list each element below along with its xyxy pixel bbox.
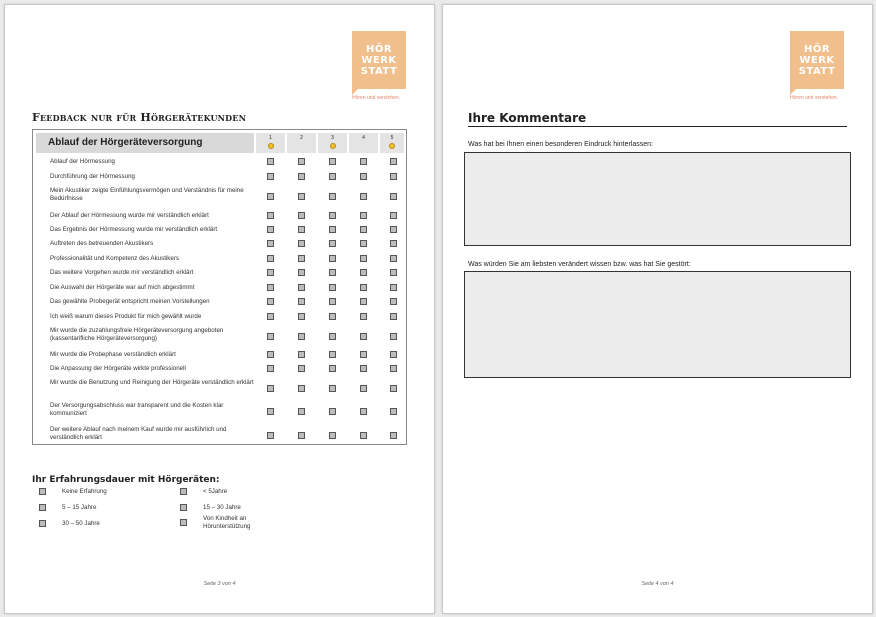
question-text: Mir wurde die Probephase verständlich erklärt (50, 351, 176, 358)
rating-checkbox-4[interactable] (360, 333, 367, 340)
rating-checkbox-5[interactable] (390, 212, 397, 219)
rating-checkbox-5[interactable] (390, 240, 397, 247)
rating-checkbox-5[interactable] (390, 284, 397, 291)
page-footer: Seite 4 von 4 (641, 581, 674, 587)
rating-checkbox-3[interactable] (329, 269, 336, 276)
page-4 (442, 4, 873, 614)
rating-checkbox-1[interactable] (267, 313, 274, 320)
rating-checkbox-4[interactable] (360, 193, 367, 200)
scale-label-1: 1 (269, 135, 272, 141)
rating-checkbox-3[interactable] (329, 313, 336, 320)
question-text: Mir wurde die zuzahlungsfreie Hörgeräteversorgung angeboten (kassentarifliche Hörgeräteversorgung) (50, 327, 224, 342)
rating-checkbox-4[interactable] (360, 269, 367, 276)
rating-checkbox-2[interactable] (298, 408, 305, 415)
question-text: Der Ablauf der Hörmessung wurde mir verständlich erklärt (50, 212, 209, 219)
question-text: Mir wurde die Benutzung und Reinigung der Hörgeräte verständlich erklärt (50, 379, 254, 386)
comment-answer-field-2[interactable] (464, 271, 851, 378)
rating-checkbox-1[interactable] (267, 333, 274, 340)
question-row (33, 284, 406, 294)
question-row (33, 226, 406, 236)
question-text: Das gewählte Probegerät entspricht meinen Vorstellungen (50, 298, 210, 305)
rating-checkbox-2[interactable] (298, 158, 305, 165)
rating-checkbox-4[interactable] (360, 385, 367, 392)
rating-checkbox-1[interactable] (267, 212, 274, 219)
rating-checkbox-4[interactable] (360, 158, 367, 165)
question-row (33, 426, 406, 446)
survey-table (32, 129, 407, 445)
rating-checkbox-3[interactable] (329, 193, 336, 200)
neutral-smiley-icon (330, 143, 336, 149)
scale-label-3: 3 (331, 135, 334, 141)
rating-checkbox-5[interactable] (390, 313, 397, 320)
question-text: Ich weiß warum dieses Produkt für mich gewählt wurde (50, 313, 202, 320)
question-row (33, 402, 406, 422)
rating-checkbox-5[interactable] (390, 365, 397, 372)
question-text: Mein Akustiker zeigte Einfühlungsvermögen und Verständnis für meine Bedürfnisse (50, 187, 244, 202)
comments-title: Ihre Kommentare (468, 111, 847, 127)
rating-checkbox-2[interactable] (298, 298, 305, 305)
rating-checkbox-2[interactable] (298, 269, 305, 276)
question-row (33, 298, 406, 308)
experience-title: Ihr Erfahrungsdauer mit Hörgeräten: (32, 475, 220, 485)
rating-checkbox-2[interactable] (298, 212, 305, 219)
question-text: Die Anpassung der Hörgeräte wirkte professionell (50, 365, 186, 372)
rating-checkbox-4[interactable] (360, 212, 367, 219)
question-row (33, 187, 406, 207)
logo-line-2: WERK (799, 54, 835, 66)
question-text: Durchführung der Hörmessung (50, 173, 135, 180)
experience-label-under-5: < 5Jahre (203, 488, 228, 495)
rating-checkbox-1[interactable] (267, 432, 274, 439)
question-text: Die Auswahl der Hörgeräte war auf mich abgestimmt (50, 284, 195, 291)
rating-checkbox-4[interactable] (360, 226, 367, 233)
comment-question-1: Was hat bei Ihnen einen besonderen Eindruck hinterlassen: (468, 141, 653, 148)
sad-smiley-icon (389, 143, 395, 149)
rating-checkbox-2[interactable] (298, 333, 305, 340)
rating-checkbox-4[interactable] (360, 240, 367, 247)
rating-checkbox-1[interactable] (267, 365, 274, 372)
logo-tagline: Hören und verstehen. (352, 95, 401, 101)
question-row (33, 255, 406, 265)
rating-checkbox-5[interactable] (390, 158, 397, 165)
rating-checkbox-3[interactable] (329, 385, 336, 392)
question-text: Professionalität und Kompetenz des Akustikers (50, 255, 179, 262)
question-text: Der weitere Ablauf nach meinem Kauf wurde mir ausführlich und verständlich erklärt (50, 426, 227, 441)
rating-checkbox-5[interactable] (390, 255, 397, 262)
page-3 (4, 4, 435, 614)
rating-checkbox-5[interactable] (390, 298, 397, 305)
rating-checkbox-5[interactable] (390, 351, 397, 358)
question-text: Ablauf der Hörmessung (50, 158, 116, 165)
rating-checkbox-3[interactable] (329, 351, 336, 358)
rating-checkbox-5[interactable] (390, 173, 397, 180)
experience-checkbox-30-50[interactable] (39, 520, 46, 527)
rating-checkbox-2[interactable] (298, 365, 305, 372)
rating-checkbox-3[interactable] (329, 173, 336, 180)
question-text: Das Ergebnis der Hörmessung wurde mir verständlich erklärt (50, 226, 218, 233)
rating-checkbox-1[interactable] (267, 385, 274, 392)
rating-checkbox-4[interactable] (360, 408, 367, 415)
logo-line-2: WERK (361, 54, 397, 66)
page-footer: Seite 3 von 4 (203, 581, 236, 587)
rating-checkbox-5[interactable] (390, 269, 397, 276)
rating-checkbox-1[interactable] (267, 284, 274, 291)
rating-checkbox-4[interactable] (360, 255, 367, 262)
logo-tagline: Hören und verstehen. (790, 95, 839, 101)
experience-checkbox-5-15[interactable] (39, 504, 46, 511)
rating-checkbox-2[interactable] (298, 385, 305, 392)
section-title: Ablauf der Hörgeräteversorgung (36, 133, 254, 153)
rating-checkbox-3[interactable] (329, 365, 336, 372)
logo-line-3: STATT (360, 65, 398, 77)
rating-checkbox-1[interactable] (267, 408, 274, 415)
rating-checkbox-4[interactable] (360, 173, 367, 180)
experience-checkbox-under-5[interactable] (180, 488, 187, 495)
scale-header-5 (380, 133, 404, 153)
question-row (33, 351, 406, 361)
feedback-title: Feedback nur für Hörgerätekunden (32, 111, 247, 124)
question-row (33, 313, 406, 323)
question-text: Auftreten des betreuenden Akustikers (50, 240, 154, 247)
scale-label-2: 2 (300, 135, 303, 141)
experience-label-30-50: 30 – 50 Jahre (62, 520, 100, 527)
experience-checkbox-15-30[interactable] (180, 504, 187, 511)
scale-header-3 (318, 133, 347, 153)
rating-checkbox-1[interactable] (267, 173, 274, 180)
rating-checkbox-2[interactable] (298, 193, 305, 200)
scale-label-5: 5 (390, 135, 394, 141)
experience-checkbox-childhood[interactable] (180, 519, 187, 526)
rating-checkbox-2[interactable] (298, 240, 305, 247)
rating-checkbox-4[interactable] (360, 351, 367, 358)
question-row (33, 173, 406, 183)
rating-checkbox-2[interactable] (298, 255, 305, 262)
rating-checkbox-2[interactable] (298, 173, 305, 180)
rating-checkbox-1[interactable] (267, 158, 274, 165)
happy-smiley-icon (268, 143, 274, 149)
rating-checkbox-4[interactable] (360, 284, 367, 291)
question-text: Der Versorgungsabschluss war transparent und die Kosten klar kommuniziert (50, 402, 224, 417)
rating-checkbox-1[interactable] (267, 193, 274, 200)
question-row (33, 212, 406, 222)
rating-checkbox-5[interactable] (390, 432, 397, 439)
rating-checkbox-3[interactable] (329, 408, 336, 415)
comment-answer-field-1[interactable] (464, 152, 851, 246)
question-text: Das weitere Vorgehen wurde mir verständlich erklärt (50, 269, 194, 276)
scale-header-1 (256, 133, 285, 153)
rating-checkbox-4[interactable] (360, 313, 367, 320)
rating-checkbox-3[interactable] (329, 432, 336, 439)
experience-label-5-15: 5 – 15 Jahre (62, 504, 97, 511)
rating-checkbox-2[interactable] (298, 226, 305, 233)
rating-checkbox-5[interactable] (390, 333, 397, 340)
question-row (33, 240, 406, 250)
rating-checkbox-5[interactable] (390, 193, 397, 200)
rating-checkbox-5[interactable] (390, 408, 397, 415)
experience-label-15-30: 15 – 30 Jahre (203, 504, 241, 511)
rating-checkbox-2[interactable] (298, 432, 305, 439)
rating-checkbox-1[interactable] (267, 351, 274, 358)
scale-header-4 (349, 133, 378, 153)
rating-checkbox-3[interactable] (329, 158, 336, 165)
rating-checkbox-2[interactable] (298, 351, 305, 358)
rating-checkbox-3[interactable] (329, 333, 336, 340)
logo-line-3: STATT (798, 65, 836, 77)
rating-checkbox-3[interactable] (329, 226, 336, 233)
question-row (33, 327, 406, 347)
rating-checkbox-3[interactable] (329, 284, 336, 291)
rating-checkbox-2[interactable] (298, 313, 305, 320)
question-row (33, 365, 406, 375)
rating-checkbox-4[interactable] (360, 365, 367, 372)
rating-checkbox-2[interactable] (298, 284, 305, 291)
scale-header-2 (287, 133, 316, 153)
logo-line-1: HÖR (803, 43, 831, 55)
scale-label-4: 4 (362, 135, 365, 141)
rating-checkbox-5[interactable] (390, 226, 397, 233)
experience-checkbox-none[interactable] (39, 488, 46, 495)
rating-checkbox-1[interactable] (267, 269, 274, 276)
question-row (33, 269, 406, 279)
rating-checkbox-4[interactable] (360, 298, 367, 305)
rating-checkbox-5[interactable] (390, 385, 397, 392)
rating-checkbox-3[interactable] (329, 298, 336, 305)
rating-checkbox-3[interactable] (329, 212, 336, 219)
survey-header (36, 133, 404, 153)
rating-checkbox-1[interactable] (267, 240, 274, 247)
comment-question-2: Was würden Sie am liebsten verändert wissen bzw. was hat Sie gestört: (468, 261, 691, 268)
question-row (33, 379, 406, 399)
question-row (33, 158, 406, 168)
experience-label-none: Keine Erfahrung (62, 488, 107, 495)
logo-line-1: HÖR (365, 43, 393, 55)
rating-checkbox-4[interactable] (360, 432, 367, 439)
rating-checkbox-1[interactable] (267, 255, 274, 262)
rating-checkbox-3[interactable] (329, 240, 336, 247)
rating-checkbox-1[interactable] (267, 226, 274, 233)
rating-checkbox-1[interactable] (267, 298, 274, 305)
rating-checkbox-3[interactable] (329, 255, 336, 262)
hoerwerkstatt-logo (790, 31, 846, 107)
hoerwerkstatt-logo (352, 31, 408, 107)
experience-label-childhood: Von Kindheit an Hörunterstützung (203, 515, 251, 530)
